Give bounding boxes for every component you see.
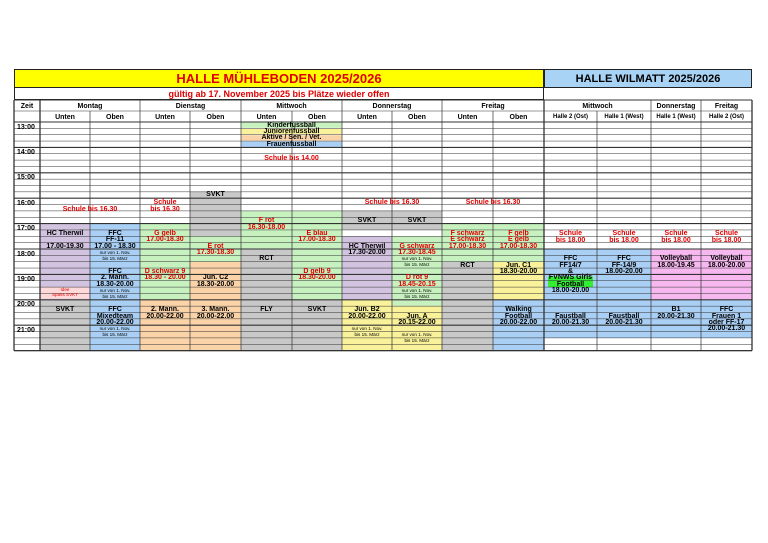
jun-c1: Jun. C1 [505,261,532,269]
sub-unten: Unten [457,113,478,121]
ffc-149: FFC [617,255,631,263]
d-schwarz9: D schwarz 9 [144,268,186,276]
bis-maerz: bis 15. März [404,338,430,344]
rct-fr: RCT [460,261,475,269]
hc-therwil: HC Therwil [46,229,84,237]
bis-maerz: bis 15. März [404,293,430,299]
wilmatt-day: Freitag [714,102,739,110]
time-label: 20:00 [17,301,35,309]
jun-b2-time: 20.00-22.00 [348,312,386,320]
f-rot: F rot [258,217,275,225]
day-header: Freitag [481,102,505,110]
bis-maerz: bis 15. März [102,332,128,338]
time-label: 14:00 [17,148,35,156]
fvnws: FVNWS Girls [548,274,593,282]
ffc-mo: FFC [108,229,122,237]
ff11: FF-11 [105,236,125,244]
e-rot: E rot [207,242,224,250]
day-header: Mittwoch [276,102,307,110]
rct-mi: RCT [259,255,274,263]
time-label: 15:00 [17,174,35,182]
spass: Spass SVKT [51,292,79,298]
sub-unten: Unten [357,113,377,121]
bis-maerz: bis 15. März [354,332,380,338]
d-schwarz9-time: 18.30 - 20.00 [144,274,186,282]
sub-oben: Oben [408,113,426,121]
walking-time: 20.00-22.00 [499,318,538,326]
schule-mo: Schule bis 16.30 [62,205,118,213]
schule-wilmatt: Schule [559,229,582,237]
legend-label: Aktive / Sen. / Vet. [261,134,322,142]
title-muehleboden: HALLE MÜHLEBODEN 2025/2026 [14,69,544,88]
amp: & [567,268,574,276]
ffc-frauen: FFC [719,306,734,314]
svkt-do-u: SVKT [357,217,377,225]
time-label: 19:00 [17,275,35,283]
nur-von: nur von 1. Nov. [99,325,131,331]
e-gelb: E gelb [507,236,530,244]
day-header: Dienstag [175,102,206,110]
faustball-west: Faustball [608,312,640,320]
fly: FLY [260,306,273,314]
schule-di: Schule [153,199,177,207]
sub-unten: Unten [256,113,277,121]
wilmatt-sub: Halle 1 (West) [604,113,644,120]
mann2-di: 2. Mann. [150,306,180,314]
sub-unten: Unten [55,113,75,121]
svkt-mo: SVKT [55,306,75,314]
idee: Idee [60,287,70,293]
schule-wilmatt: Schule [715,229,738,237]
wilmatt-day: Donnerstag [656,102,696,110]
ff11-time: 17.00 - 18.30 [94,242,136,250]
d-rot9-time: 18.45-20.15 [398,280,436,288]
nur-von: nur von 1. Nov. [401,332,433,338]
volley-fr-time: 18.00-20.00 [707,261,746,269]
walking: Walking [505,306,532,314]
legend-label: Juniorenfussball [263,128,320,136]
sub-oben: Oben [509,113,528,121]
d-gelb9: D gelb 9 [303,268,331,276]
ffc-147: FFC [563,255,578,263]
e-blau-time: 17.00-18.30 [298,236,336,244]
schule-do: Schule bis 16.30 [364,199,420,207]
e-blau: E blau [306,229,328,237]
bis-maerz: bis 15. März [404,262,430,268]
mann3-time: 20.00-22.00 [196,312,235,320]
volley-do: Volleyball [659,255,693,263]
svkt-di: SVKT [206,190,225,198]
wilmatt-day: Mittwoch [582,102,613,110]
nur-von: nur von 1. Nov. [99,249,131,255]
f-schwarz-time: 17.00-18.30 [448,242,487,250]
time-label: 16:00 [17,199,35,207]
sub-oben: Oben [106,113,124,121]
g-gelb-time: 17.00-18.30 [146,236,184,244]
schule-di-bis: bis 16.30 [150,206,180,214]
schule-wilmatt-bis: bis 18.00 [609,237,639,245]
ffc-mixed: FFC [108,306,122,314]
jun-c2: Jun. C2 [202,274,229,282]
schule-wilmatt-bis: bis 18.00 [661,237,691,245]
svkt-mi: SVKT [307,306,327,314]
legend-label: Frauenfussball [266,140,317,148]
d-gelb9-time: 18.30-20.00 [298,274,336,282]
f-rot-time: 16.30-18.00 [247,223,286,231]
e-rot-time: 17.30-18.30 [196,249,235,256]
jun-a-time: 20.15-22.00 [398,318,436,326]
validity-notice: gültig ab 17. November 2025 bis Plätze wieder offen [14,88,544,100]
hc-therwil-do: HC Therwil [348,242,386,250]
time-label: 21:00 [17,326,35,334]
g-gelb: G gelb [154,229,176,237]
football: Football [504,312,533,320]
title-wilmatt: HALLE WILMATT 2025/2026 [544,69,752,88]
nur-von: nur von 1. Nov. [401,287,433,293]
frauen-time: 20.00-21.30 [707,325,746,333]
time-label: 18:00 [17,250,35,258]
schule-wilmatt-bis: bis 18.00 [711,237,742,245]
ff149-time: 18.00-20.00 [605,268,643,276]
faustball-ost-time: 20.00-21.30 [551,318,590,326]
jun-c1-time: 18.30-20.00 [499,268,538,276]
b1: B1 [671,306,681,314]
day-header: Montag [77,102,103,110]
day-header: Donnerstag [372,102,412,110]
col-zeit: Zeit [20,103,34,110]
mann2: 2. Mann. [100,274,130,282]
frauen1: Frauen 1 [711,312,742,320]
faustball-ost: Faustball [555,312,586,320]
hc-time-do: 17.30-20.00 [348,249,386,256]
d-rot9: D rot 9 [405,274,429,282]
f-schwarz: F schwarz [450,229,485,237]
bis-maerz: bis 15. März [102,255,128,261]
svkt-do-o: SVKT [407,217,427,225]
bis-maerz: bis 15. März [102,293,128,299]
g-schwarz: G schwarz [399,242,435,250]
mixed: Mixedteam [96,312,134,320]
volley-fr: Volleyball [710,255,743,263]
schule-wilmatt: Schule [612,229,636,237]
fvnws-football: Football [556,280,585,288]
sub-oben: Oben [308,113,326,121]
time-label: 17:00 [17,225,35,233]
g-schwarz-time: 17.30-18.45 [398,249,436,256]
legend-label: Kinderfussball [267,121,316,129]
wilmatt-sub: Halle 1 (West) [656,113,696,120]
time-label: 13:00 [17,123,35,131]
faustball-west-time: 20.00-21.30 [605,318,643,326]
ffc-mo2: FFC [108,268,122,276]
f-gelb-time: 17.00-18.30 [499,242,538,250]
jun-a: Jun. A [406,312,428,320]
f-gelb: F gelb [508,229,529,237]
schule-wilmatt: Schule [664,229,688,237]
ff149: FF-14/9 [611,261,637,269]
mann3: 3. Mann. [201,306,230,314]
wilmatt-sub: Halle 2 (Ost) [552,113,589,120]
schule-fr: Schule bis 16.30 [465,199,521,207]
sub-oben: Oben [206,113,225,121]
jun-b2: Jun. B2 [354,306,380,314]
fvnws-time: 18.00-20.00 [551,287,590,295]
nur-von: nur von 1. Nov. [401,255,433,261]
volley-do-time: 18.00-19.45 [657,261,695,269]
mixed-time: 20.00-22.00 [96,318,134,326]
mann2-di-time: 20.00-22.00 [146,312,184,320]
b1-time: 20.00-21.30 [657,312,695,320]
e-schwarz: E schwarz [450,236,485,244]
hc-time: 17.00-19.30 [46,242,84,250]
oder-ff17: oder FF-17 [708,318,745,326]
sub-unten: Unten [155,113,175,121]
ff147: FF14/7 [559,261,582,269]
jun-c2-time: 18.30-20.00 [196,280,235,288]
mann2-time: 18.30-20.00 [96,280,134,288]
nur-von: nur von 1. Nov. [351,325,383,331]
schule-wilmatt-bis: bis 18.00 [555,237,586,245]
nur-von: nur von 1. Nov. [99,287,131,293]
schule-mi: Schule bis 14.00 [264,155,319,163]
wilmatt-sub: Halle 2 (Ost) [708,113,745,120]
